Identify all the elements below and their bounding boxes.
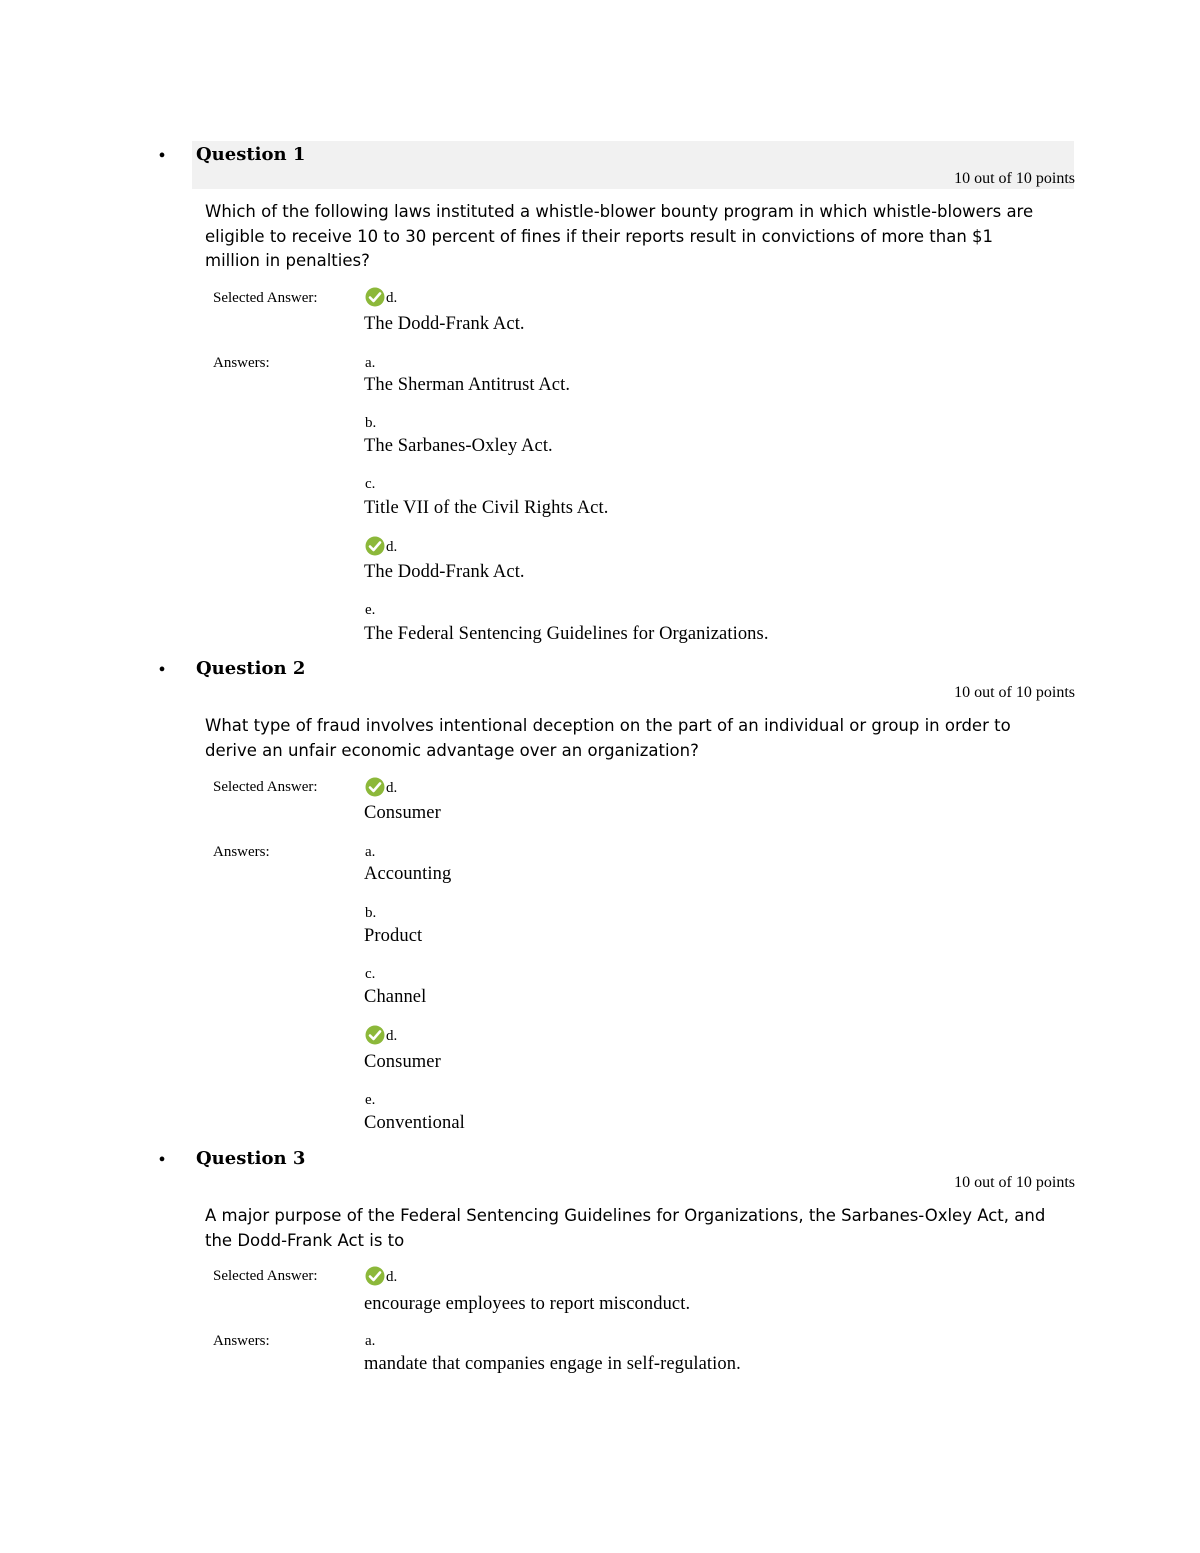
selected-answer-letter: d.	[365, 1266, 397, 1288]
selected-answer-label: Selected Answer:	[213, 1268, 318, 1284]
selected-answer-label: Selected Answer:	[213, 290, 318, 306]
answers-label: Answers:	[213, 844, 270, 860]
answer-text: Title VII of the Civil Rights Act.	[364, 498, 609, 518]
answer-letter: e.	[365, 1092, 376, 1108]
answers-label: Answers:	[213, 355, 270, 371]
question-points: 10 out of 10 points	[954, 1174, 1075, 1191]
check-circle-icon	[365, 777, 385, 797]
question-text: What type of fraud involves intentional deception on the part of an individual or group in order to derive an unfair economic advantage over an organization?	[205, 716, 1011, 760]
selected-answer-label: Selected Answer:	[213, 779, 318, 795]
list-bullet: •	[158, 145, 166, 167]
answer-text: The Federal Sentencing Guidelines for Organizations.	[364, 624, 769, 644]
check-circle-icon	[365, 287, 385, 307]
list-bullet: •	[158, 659, 166, 681]
question-points: 10 out of 10 points	[954, 170, 1075, 187]
question-text: Which of the following laws instituted a whistle-blower bounty program in which whistle-blowers are eligible to receive 10 to 30 percent of fines if their reports result in convictions of more than $1 million in penalties?	[205, 202, 1034, 270]
answer-text: Consumer	[364, 1052, 441, 1072]
question-title: Question 2	[196, 658, 306, 679]
answers-label: Answers:	[213, 1333, 270, 1349]
selected-answer-letter: d.	[365, 287, 397, 309]
answer-text: The Sherman Antitrust Act.	[364, 375, 571, 395]
answer-letter: c.	[365, 476, 376, 492]
selected-answer-text: Consumer	[364, 803, 441, 823]
answer-text: Conventional	[364, 1113, 465, 1133]
answer-letter: b.	[365, 415, 377, 431]
answer-text: Channel	[364, 987, 427, 1007]
question-title: Question 3	[196, 1148, 306, 1169]
question-title: Question 1	[196, 144, 306, 165]
selected-answer-letter: d.	[365, 777, 397, 799]
answer-text: mandate that companies engage in self-regulation.	[364, 1354, 741, 1374]
selected-answer-text: encourage employees to report misconduct.	[364, 1294, 691, 1314]
answer-letter-correct: d.	[365, 536, 397, 558]
answer-letter: a.	[365, 844, 376, 860]
answer-letter: c.	[365, 966, 376, 982]
answer-text: Accounting	[364, 864, 452, 884]
answer-letter: e.	[365, 602, 376, 618]
answer-letter-correct: d.	[365, 1025, 397, 1047]
check-circle-icon	[365, 536, 385, 556]
answer-text: Product	[364, 926, 423, 946]
question-text: A major purpose of the Federal Sentencing Guidelines for Organizations, the Sarbanes-Oxley Act, and the Dodd-Frank Act is to	[205, 1206, 1046, 1250]
question-points: 10 out of 10 points	[954, 684, 1075, 701]
answer-letter: b.	[365, 905, 377, 921]
answer-text: The Dodd-Frank Act.	[364, 562, 525, 582]
answer-text: The Sarbanes-Oxley Act.	[364, 436, 553, 456]
answer-letter: a.	[365, 1333, 376, 1349]
selected-answer-text: The Dodd-Frank Act.	[364, 314, 525, 334]
check-circle-icon	[365, 1025, 385, 1045]
answer-letter: a.	[365, 355, 376, 371]
check-circle-icon	[365, 1266, 385, 1286]
list-bullet: •	[158, 1149, 166, 1171]
